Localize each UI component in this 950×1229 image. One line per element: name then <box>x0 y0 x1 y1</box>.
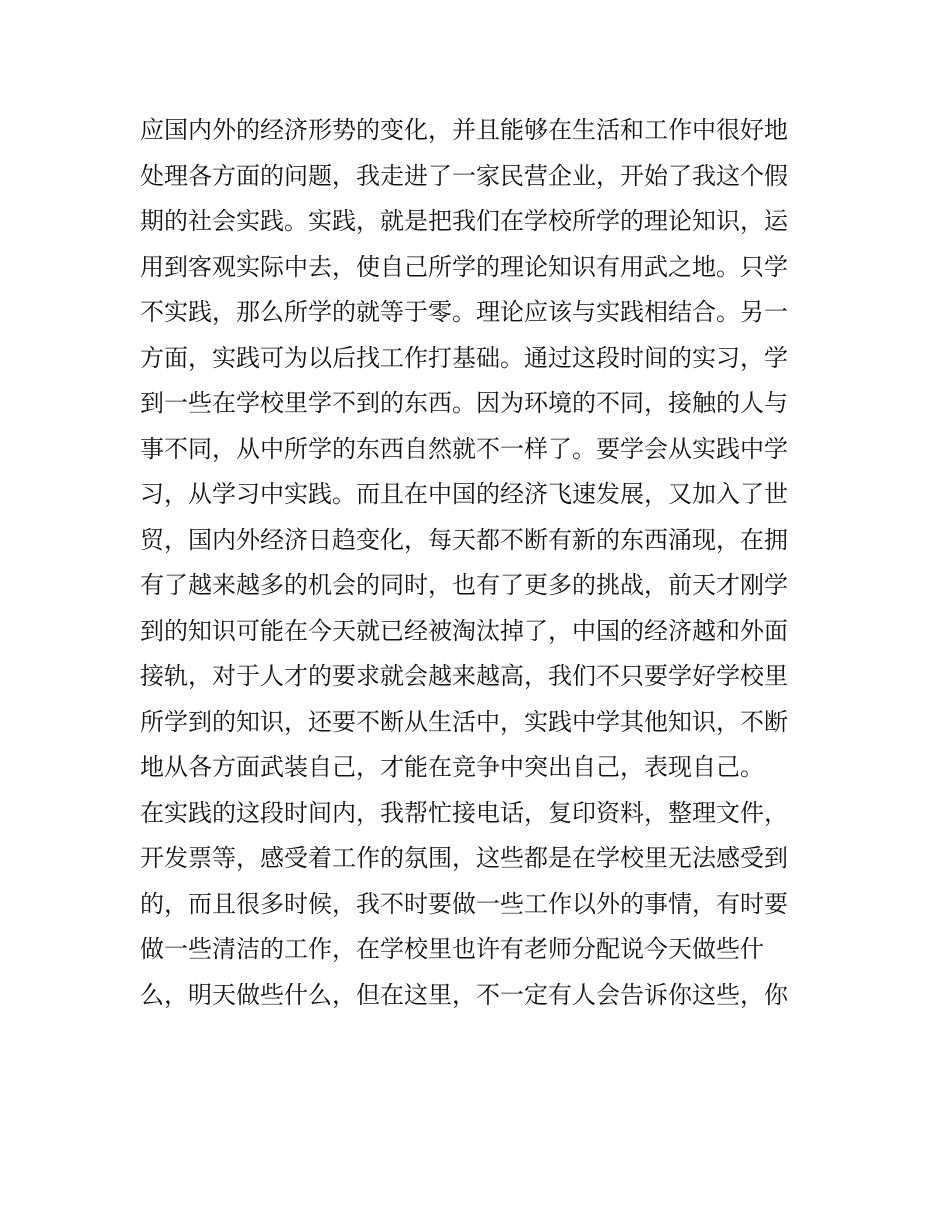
text-line: 用到客观实际中去，使自己所学的理论知识有用武之地。只学 <box>140 252 788 281</box>
text-line: 的，而且很多时候，我不时要做一些工作以外的事情，有时要 <box>140 889 788 918</box>
text-line: 期的社会实践。实践，就是把我们在学校所学的理论知识，运 <box>140 207 788 235</box>
text-line: 习，从学习中实践。而且在中国的经济飞速发展，又加入了世 <box>140 480 788 508</box>
document-text-block <box>140 108 820 1018</box>
text-line: 到的知识可能在今天就已经被淘汰掉了，中国的经济越和外面 <box>140 616 788 645</box>
text-line: 贸，国内外经济日趋变化，每天都不断有新的东西涌现，在拥 <box>140 525 788 554</box>
text-line: 在实践的这段时间内，我帮忙接电话，复印资料，整理文件， <box>140 798 788 827</box>
text-line: 事不同，从中所学的东西自然就不一样了。要学会从实践中学 <box>140 434 788 463</box>
text-line: 接轨，对于人才的要求就会越来越高，我们不只要学好学校里 <box>140 662 788 690</box>
text-line: 有了越来越多的机会的同时，也有了更多的挑战，前天才刚学 <box>140 571 788 599</box>
text-line: 到一些在学校里学不到的东西。因为环境的不同，接触的人与 <box>140 389 788 417</box>
text-line: 应国内外的经济形势的变化，并且能够在生活和工作中很好地 <box>140 116 788 144</box>
text-line: 开发票等，感受着工作的氛围，这些都是在学校里无法感受到 <box>140 844 788 872</box>
text-line: 么，明天做些什么，但在这里，不一定有人会告诉你这些，你 <box>140 980 788 1009</box>
text-line: 做一些清洁的工作，在学校里也许有老师分配说今天做些什 <box>140 935 764 963</box>
text-line: 地从各方面武装自己，才能在竞争中突出自己，表现自己。 <box>140 753 764 781</box>
text-line: 处理各方面的问题，我走进了一家民营企业，开始了我这个假 <box>140 161 788 190</box>
text-line: 所学到的知识，还要不断从生活中，实践中学其他知识，不断 <box>140 707 788 736</box>
text-line: 方面，实践可为以后找工作打基础。通过这段时间的实习，学 <box>140 343 788 372</box>
text-line: 不实践，那么所学的就等于零。理论应该与实践相结合。另一 <box>140 298 788 326</box>
